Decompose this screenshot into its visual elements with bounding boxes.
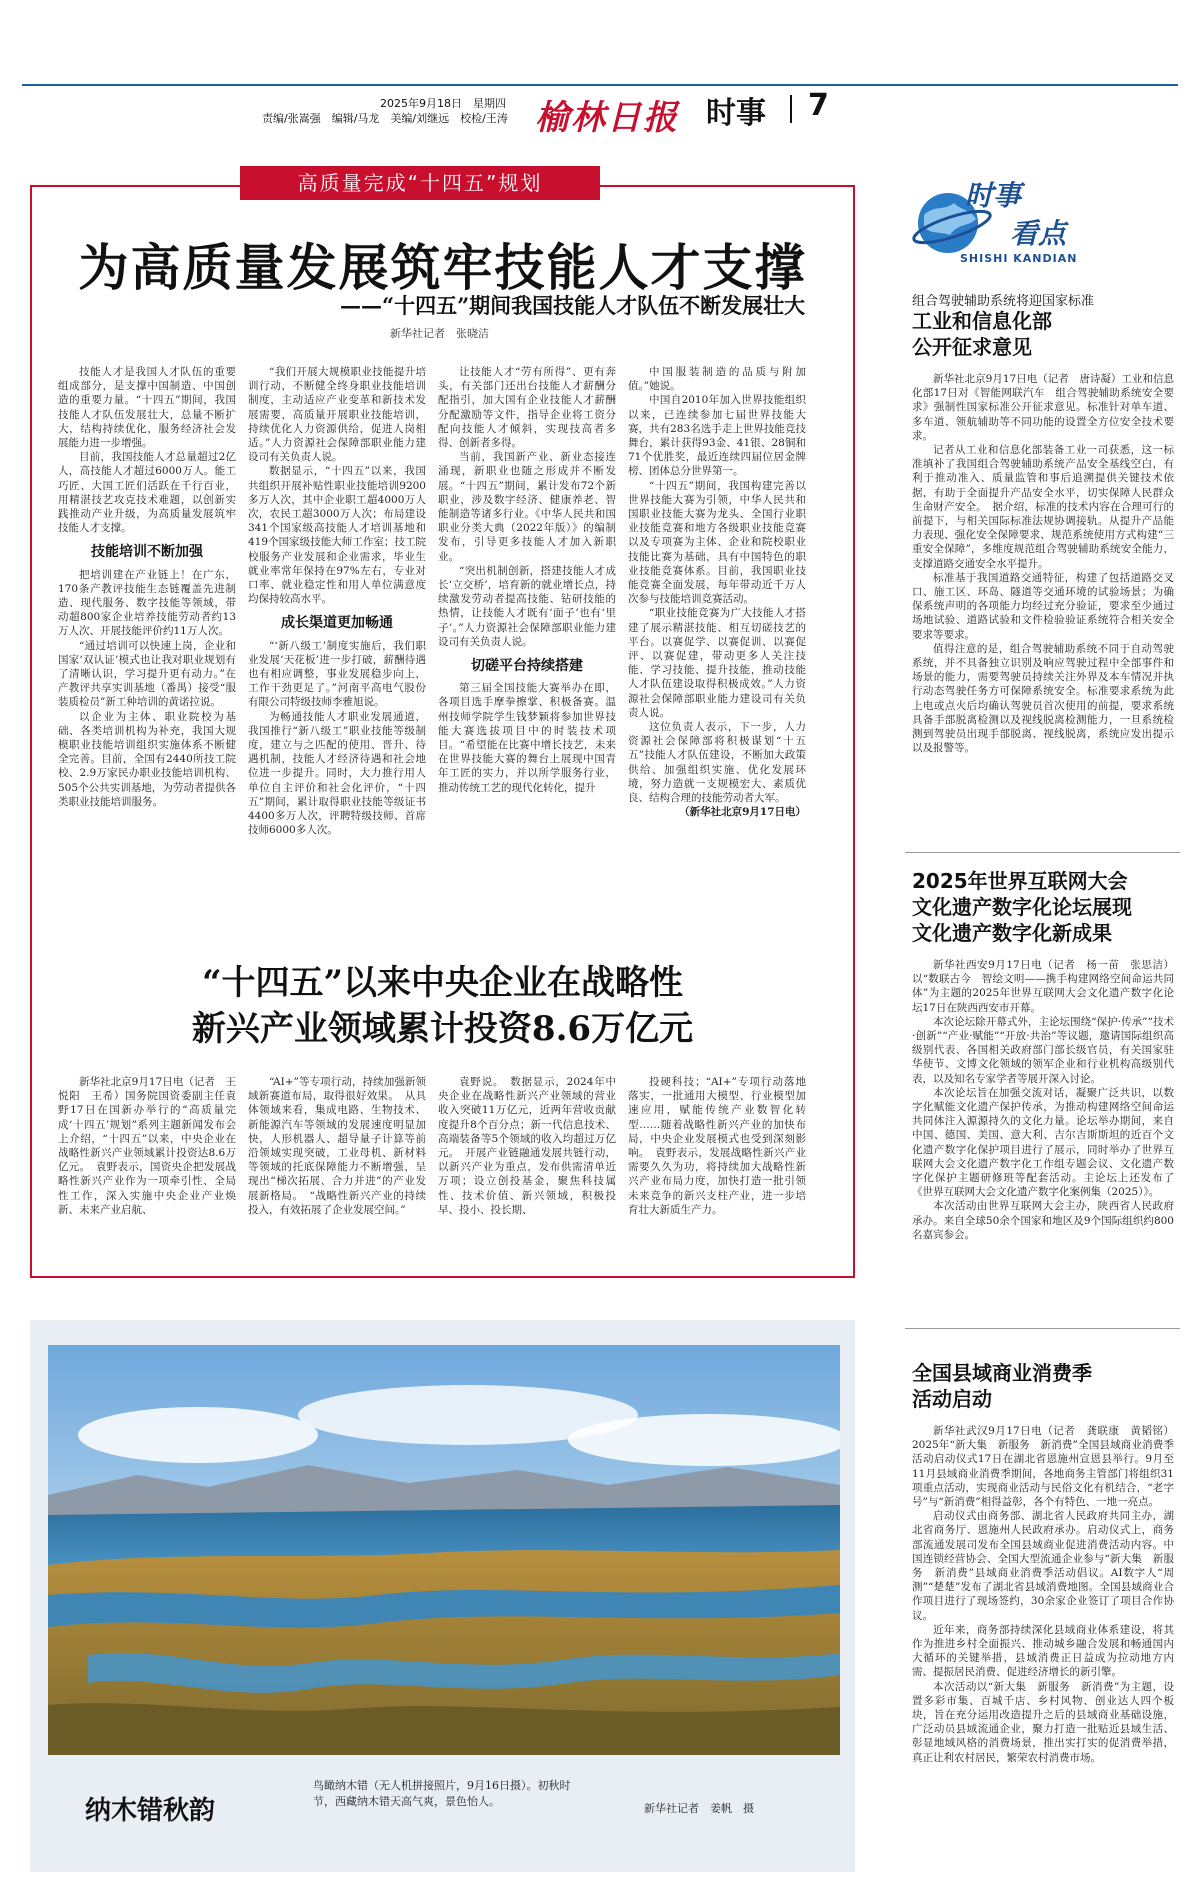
paragraph: 新华社西安9月17日电（记者 杨一苗 张思洁）以“数联古今 智绘文明——携手构建网络空间命运共同体”为主题的2025年世界互联网大会文化遗产数字化论坛17日在陕西西安市开幕。 — [912, 959, 1174, 1014]
paragraph: 本次论坛除开幕式外，主论坛围绕“保护·传承”“技术·创新”“产业·赋能”“开放·共治”等议题，邀请国际组织高级别代表、各国相关政府部门部长级官员，有关国家驻华使节、文博文化领域的领军企业和行业机构高级别代表，以及知名专家学者等展开深入讨论。 — [912, 1015, 1174, 1085]
story2-column-3 — [438, 1075, 616, 1265]
feature-column-3 — [438, 365, 616, 905]
paragraph: 袁野说。 数据显示，2024年中央企业在战略性新兴产业领域的营业收入突破11万亿元，近两年营收贡献度提升8个百分点；新一代信息技术、高端装备等5个领域的收入均超过万亿元。 开展产业链融通发展共链行动，以新兴产业为重点，发布供需清单近万项；设立创投基金，聚焦科技属性、技术价值、新兴领域，积极投早、投小、投长期、 — [438, 1076, 616, 1216]
masthead-page-number: 7 — [808, 88, 829, 123]
paragraph: 为畅通技能人才职业发展通道，我国推行“新八级工”职业技能等级制度，建立与之匹配的使用、晋升、待遇机制，技能人才经济待遇和社会地位进一步提升。同时，大力推行用人单位自主评价和社会化评价，“十四五”期间，累计取得职业技能等级证书4400多万人次，评聘特级技师、首席技师6000多人次。 — [248, 710, 426, 837]
paragraph: 第三届全国技能大赛举办在即，各项目选手摩拳擦掌、积极备赛。温州技师学院学生钱梦颖将参加世界技能大赛选拔项目中的时装技术项目。“希望能在比赛中增长技艺，未来在世界技能大赛的舞台上展现中国青年工匠的实力，并以所学服务行业，推动传统工艺的现代化转化，提升 — [438, 682, 616, 794]
paragraph: 中国服装制造的品质与附加值。”她说。 — [628, 366, 806, 393]
story2-headline — [30, 960, 855, 1052]
story2-headline-line1: “十四五”以来中央企业在战略性 — [201, 963, 684, 1003]
paragraph: “AI+”等专项行动，持续加强新领域新赛道布局，取得很好效果。 从具体领域来看，集成电路、生物技术、新能源汽车等领域的发展速度明显加快，人形机器人、超导量子计算等前沿领域实现突破，工业母机、新材料等领域的托底保障能力不断增强，呈现出“梯次拓展、合力并进”的产业发展新格局。 “战略性新兴产业的持续投入，有效拓展了企业发展空间。” — [248, 1076, 426, 1216]
paragraph: “职业技能竞赛为广大技能人才搭建了展示精湛技能、相互切磋技艺的平台。以赛促学、以赛促训、以赛促评、以赛促建，带动更多人关注技能、学习技能、提升技能，推动技能人才队伍建设取得积极成效。”人力资源社会保障部职业能力建设司有关负责人说。 — [628, 607, 806, 719]
sidebar-story2-body — [912, 958, 1174, 1303]
paragraph: 投硬科技；“AI+”专项行动落地落实，一批通用大模型、行业模型加速应用，赋能传统产业数智化转型……随着战略性新兴产业的加快布局，中央企业发展模式也受到深刻影响。 袁野表示，发展战略性新兴产业需要久久为功，将持续加大战略性新兴产业布局力度，加快打造一批引领未来竞争的新兴支柱产业，进一步培育壮大新质生产力。 — [628, 1076, 806, 1216]
photo-credit: 新华社记者 姜帆 摄 — [644, 1802, 754, 1815]
feature-tag: 高质量完成“十四五”规划 — [240, 166, 600, 200]
lake-photo-image — [48, 1345, 840, 1755]
sidebar-story2-headline-3: 文化遗产数字化新成果 — [912, 921, 1112, 945]
paragraph: 本次论坛旨在加强交流对话，凝聚广泛共识，以数字化赋能文化遗产保护传承，为推动构建网络空间命运共同体注入源源持久的文化力量。论坛举办期间，来自中国、德国、美国、意大利、吉尔吉斯斯坦的近百个文化遗产数字化保护项目进行了展示，同时举办了世界互联网大会文化遗产数字化工作组专题会议、文化遗产数字化保护主题研修班等配套活动。主论坛上还发布了《世界互联网大会文化遗产数字化案例集（2025）》。 — [912, 1086, 1174, 1199]
masthead-separator — [790, 95, 792, 123]
paragraph: 中国自2010年加入世界技能组织以来，已连续参加七届世界技能大赛，共有283名选手走上世界技能竞技舞台，累计获得93金、41银、28铜和71个优胜奖，最近连续四届位居金牌榜、团体总分世界第一。 — [628, 394, 806, 478]
sidebar-story3-headline-2: 活动启动 — [912, 1387, 992, 1411]
paragraph: 数据显示，“十四五”以来，我国共组织开展补贴性职业技能培训9200多万人次，其中企业职工超4000万人次，农民工超3000万人次；布局建设341个国家级高技能人才培训基地和419个国家级技能大师工作室；技工院校服务产业发展和企业需求，毕业生就业率常年保持在97%左右，专业对口率、就业稳定性和用人单位满意度均保持较高水平。 — [248, 465, 426, 606]
story2-column-4 — [628, 1075, 806, 1265]
sidebar-story1-headline-2: 公开征求意见 — [912, 335, 1032, 359]
paragraph: 让技能人才“劳有所得”、更有奔头，有关部门还出台技能人才薪酬分配指引，加大国有企业技能人才薪酬分配激励等文件，指导企业将工资分配向技能人才倾斜，实现技高者多得、创新者多得。 — [438, 366, 616, 450]
sidebar-logo-line2: 看点 — [1010, 217, 1067, 250]
paragraph: 当前，我国新产业、新业态接连涌现，新职业也随之形成并不断发展。“十四五”期间，累计发布72个新职业，涉及数字经济、健康养老、智能制造等诸多行业。《中华人民共和国职业分类大典（2022年版）》的编制发布，引导更多技能人才加入新职业。 — [438, 451, 616, 563]
paragraph: 本次活动以“新大集 新服务 新消费”为主题，设置多彩市集、百城千店、乡村风物、创业达人四个板块，旨在充分运用改造提升之后的县域商业基础设施，广泛动员县域流通企业，聚力打造一批贴近县域生活、彰显地域风格的消费场景，推出实打实的促消费举措，真正让利农村居民，繁荣农村消费市场。 — [912, 1680, 1174, 1764]
feature-column-4 — [628, 365, 806, 905]
masthead-section: 时事 — [706, 96, 766, 131]
sidebar-story1-body — [912, 372, 1174, 842]
story2-column-2 — [248, 1075, 426, 1265]
paragraph: 近年来，商务部持续深化县域商业体系建设，将其作为推进乡村全面振兴、推动城乡融合发展和畅通国内大循环的关键举措，县域消费正日益成为拉动地方内需、提振居民消费、促进经济增长的新引擎。 — [912, 1623, 1174, 1679]
lake-photo — [48, 1345, 840, 1755]
paragraph: 标准基于我国道路交通特征，构建了包括道路交叉口、施工区、环岛、隧道等交通环境的试验场景；为确保系统声明的各项能力均经过充分验证，要求至少通过场地试验、道路试验和文件检验验证系统符合相关安全要求等要求。 — [912, 571, 1174, 641]
sidebar-logo-line1: 时事 — [965, 179, 1022, 212]
masthead-rule — [22, 84, 1178, 86]
paragraph: 本次活动由世界互联网大会主办，陕西省人民政府承办。来自全球50余个国家和地区及9个国际组织约800名嘉宾参会。 — [912, 1200, 1174, 1241]
photo-title: 纳木错秋韵 — [85, 1796, 216, 1826]
paragraph: 以企业为主体、职业院校为基础、各类培训机构为补充，我国大规模职业技能培训组织实施体系不断健全完善。目前，全国有2440所技工院校、2.9万家民办职业技能培训机构、505个公共实训基地，为劳动者提供各类职业技能培训服务。 — [58, 710, 236, 808]
paragraph: 技能人才是我国人才队伍的重要组成部分，是支撑中国制造、中国创造的重要力量。“十四五”期间，我国技能人才队伍发展壮大，总量不断扩大，结构持续优化，服务经济社会发展能力进一步增强。 — [58, 366, 236, 450]
paragraph: 新华社武汉9月17日电（记者 龚联康 黄韬铭）2025年“新大集 新服务 新消费”全国县域商业消费季活动启动仪式17日在湖北省恩施州宣恩县举行。9月至11月县域商业消费季期间，各地商务主管部门将组织31项重点活动，实现商业活动与民俗文化有机结合，“老字号”与“新消费”相得益彰，各个有特色、一地一亮点。 — [912, 1425, 1174, 1509]
dateline-credit: （新华社北京9月17日电） — [679, 806, 806, 819]
masthead-editors: 责编/张嵩强 编辑/马龙 美编/刘继远 校检/王涛 — [262, 112, 508, 125]
paragraph: “我们开展大规模职业技能提升培训行动，不断健全终身职业技能培训制度，主动适应产业变革和新技术发展需要，高质量开展职业技能培训，持续优化人力资源供给，促进人岗相适。”人力资源社会保障部职业能力建设司有关负责人说。 — [248, 366, 426, 464]
sidebar-story1-headline-1: 工业和信息化部 — [912, 309, 1052, 333]
section-subheading: 成长渠道更加畅通 — [281, 615, 393, 632]
paragraph: 目前，我国技能人才总量超过2亿人，高技能人才超过6000万人。能工巧匠、大国工匠们活跃在千行百业，用精湛技艺攻克技术难题，以创新实践推动产业升级，为高质量发展筑牢技能人才支撑。 — [58, 451, 236, 535]
paragraph: 记者从工业和信息化部装备工业一司获悉，这一标准填补了我国组合驾驶辅助系统产品安全基线空白，有利于推动准入、质量监管和事后追溯提供关键技术依据，有助于全面提升产品安全水平，切实保障人民群众生命财产安全。 据介绍，标准的技术内容在合理可行的前提下，与相关国际标准法规协调接轨。从提升产品能力表现、强化安全保障要求、规范系统使用方式构建“三重安全保障”，多维度规范组合驾驶辅助系统安全能力，支撑道路交通安全水平提升。 — [912, 444, 1174, 570]
sidebar-story2-headline-2: 文化遗产数字化论坛展现 — [912, 895, 1132, 919]
paragraph: “突出机制创新，搭建技能人才成长‘立交桥’，培育新的就业增长点，持续激发劳动者提高技能、钻研技能的热情，让技能人才既有‘面子’也有‘里子’。”人力资源社会保障部职业能力建设司有关负责人说。 — [438, 564, 616, 648]
story2-column-1 — [58, 1075, 236, 1265]
paragraph: 新华社北京9月17日电（记者 唐诗凝）工业和信息化部17日对《智能网联汽车 组合驾驶辅助系统安全要求》强制性国家标准公开征求意见。标准针对单车道、多车道、领航辅助等不同功能的设置全方位安全技术要求。 — [912, 373, 1174, 442]
sidebar-story3-body — [912, 1424, 1174, 1884]
masthead-paper-name: 榆林日报 — [535, 98, 679, 138]
paragraph: “通过培训可以快速上岗，企业和国家‘双认证’模式也让我对职业规划有了清晰认识，学习提升更有动力。”在产教评共享实训基地（番禺）接受“服装质检员”新工种培训的黄诺拉说。 — [58, 639, 236, 709]
feature-headline: 为高质量发展筑牢技能人才支撑 — [78, 239, 807, 297]
paragraph: 新华社北京9月17日电（记者 王悦阳 王希）国务院国资委副主任袁野17日在国新办举行的“高质量完成‘十四五’规划”系列主题新闻发布会上介绍，“十四五”以来，中央企业在战略性新兴产业领域累计投资达8.6万亿元。 袁野表示，国资央企把发展战略性新兴产业作为一项牵引性、全局性工作，深入实施中央企业产业焕新、未来产业启航、 — [58, 1076, 236, 1216]
feature-column-1 — [58, 365, 236, 905]
sidebar-story3-headline-1: 全国县域商业消费季 — [912, 1361, 1092, 1385]
paragraph: 启动仪式由商务部、湖北省人民政府共同主办，湖北省商务厅、恩施州人民政府承办。启动仪式上，商务部流通发展司发布全国县域商业促进消费活动内容。中国连锁经营协会、全国大型流通企业参与“新大集 新服务 新消费”县域商业消费季活动倡议。AI数字人“周测”“楚楚”发布了湖北省县域消费地图。全国县域商业合作项目进行了现场签约，30余家企业签订了项目合作协议。 — [912, 1510, 1174, 1622]
section-subheading: 技能培训不断加强 — [91, 544, 203, 561]
sidebar-story1-kicker: 组合驾驶辅助系统将迎国家标准 — [912, 294, 1095, 309]
masthead-date: 2025年9月18日 星期四 — [380, 97, 506, 110]
photo-caption: 鸟瞰纳木错（无人机拼接照片，9月16日摄）。初秋时节，西藏纳木错天高气爽，景色怡人。 — [313, 1779, 571, 1808]
feature-byline: 新华社记者 张晓洁 — [390, 327, 489, 340]
story2-headline-line2: 新兴产业领域累计投资8.6万亿元 — [191, 1009, 694, 1049]
sidebar-divider — [905, 852, 1180, 853]
paragraph: “‘新八级工’制度实施后，我们职业发展‘天花板’进一步打破，薪酬待遇也有相应调整，事业发展稳步向上，工作干劲更足了。”河南平高电气股份有限公司特级技师李雅旭说。 — [248, 639, 426, 709]
section-subheading: 切磋平台持续搭建 — [471, 658, 583, 675]
feature-column-2 — [248, 365, 426, 905]
sidebar-logo-pinyin: SHISHI KANDIAN — [960, 252, 1078, 265]
paragraph: “十四五”期间，我国构建完善以世界技能大赛为引领，中华人民共和国职业技能大赛为龙头、全国行业职业技能竞赛和地方各级职业技能竞赛以及专项赛为主体、企业和院校职业技能比赛为基础，具有中国特色的职业技能竞赛体系。目前，我国职业技能竞赛全面发展，每年带动近千万人次参与技能培训竞赛活动。 — [628, 479, 806, 606]
sidebar-divider — [905, 1328, 1180, 1329]
paragraph: 把培训建在产业链上！在广东，170条产教评技能生态链覆盖先进制造、现代服务、数字技能等领域，带动超800家企业培养技能劳动者约13万人次、开展技能评价约11万人次。 — [58, 568, 236, 638]
paragraph: 这位负责人表示，下一步，人力资源社会保障部将积极谋划“十五五”技能人才队伍建设，不断加大政策供给、加强组织实施、优化发展环境，努力造就一支规模宏大、素质优良、结构合理的技能劳动者大军。 — [628, 721, 806, 805]
paragraph: 值得注意的是，组合驾驶辅助系统不同于自动驾驶系统，并不具备独立识别及响应驾驶过程中全部事件和场景的能力，需要驾驶员持续关注外界及本车情况并执行动态驾驶任务方可保障系统安全。标准要求系统为此上电或点火后均确认驾驶员首次使用的前提，要求系统具备手部脱离检测以及视线脱离检测能力，一旦系统检测到驾驶员出现手部脱离、视线脱离，系统应发出提示以及报警等。 — [912, 642, 1174, 755]
feature-subhead: ——“十四五”期间我国技能人才队伍不断发展壮大 — [340, 293, 806, 318]
sidebar-story2-headline-1: 2025年世界互联网大会 — [912, 869, 1128, 893]
